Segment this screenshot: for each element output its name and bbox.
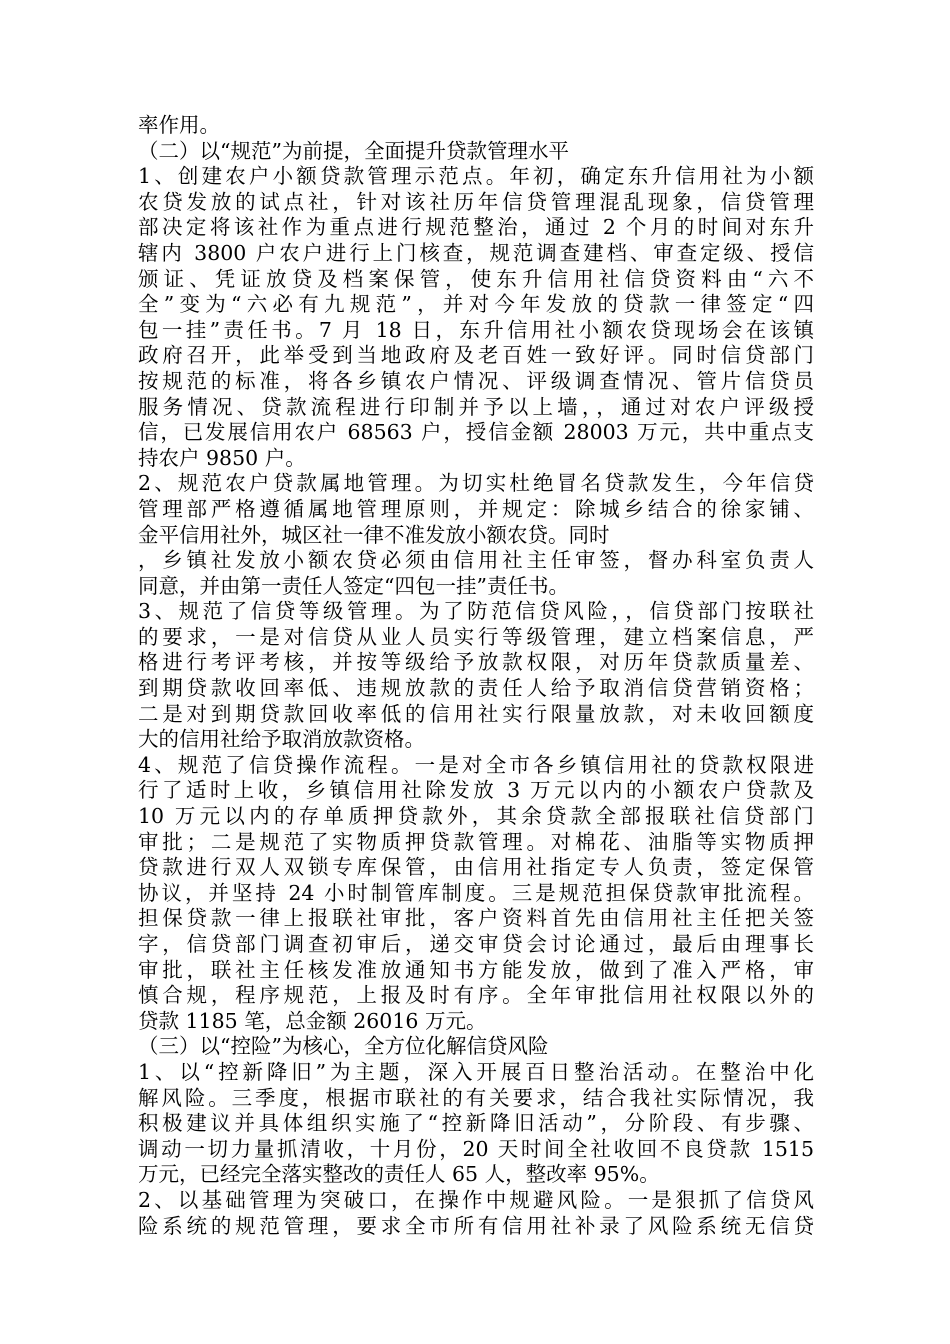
text-line: 的要求，一是对信贷从业人员实行等级管理，建立档案信息，严 (138, 624, 814, 649)
text-line: 1、创建农户小额贷款管理示范点。年初，确定东升信用社为小额 (138, 164, 814, 189)
text-line: 万元，已经完全落实整改的责任人 65 人，整改率 95%。 (138, 1162, 660, 1187)
text-line: 颁证、凭证放贷及档案保管，使东升信用社信贷资料由“六不 (138, 266, 814, 291)
text-line: 部决定将该社作为重点进行规范整治，通过 2 个月的时间对东升 (138, 215, 814, 240)
text-line: 贷款进行双人双锁专库保管，由信用社指定专人负责，签定保管 (138, 855, 814, 880)
text-line: 审批；二是规范了实物质押贷款管理。对棉花、油脂等实物质押 (138, 829, 814, 854)
text-line: 贷款 1185 笔，总金额 26016 万元。 (138, 1008, 487, 1033)
text-line: 二是对到期贷款回收率低的信用社实行限量放款，对未收回额度 (138, 701, 814, 726)
section-heading: （三）以“控险”为核心，全方位化解信贷风险 (138, 1034, 549, 1059)
text-line: 积极建议并具体组织实施了“控新降旧活动”，分阶段、有步骤、 (138, 1111, 814, 1136)
text-line: 4、规范了信贷操作流程。一是对全市各乡镇信用社的贷款权限进 (138, 752, 814, 777)
section-heading: （二）以“规范”为前提，全面提升贷款管理水平 (138, 138, 569, 163)
text-line: 金平信用社外，城区社一律不准发放小额农贷。同时 (138, 522, 610, 547)
text-line: 险系统的规范管理，要求全市所有信用社补录了风险系统无信贷 (138, 1213, 814, 1238)
text-line: 2、以基础管理为突破口，在操作中规避风险。一是狠抓了信贷风 (138, 1187, 814, 1212)
text-line: 协议，并坚持 24 小时制管库制度。三是规范担保贷款审批流程。 (138, 880, 814, 905)
text-line: 担保贷款一律上报联社审批，客户资料首先由信用社主任把关签 (138, 906, 814, 931)
text-line: 行了适时上收，乡镇信用社除发放 3 万元以内的小额农户贷款及 (138, 778, 814, 803)
text-line: 到期贷款收回率低、违规放款的责任人给予取消信贷营销资格； (138, 676, 814, 701)
text-line: 3、规范了信贷等级管理。为了防范信贷风险，，信贷部门按联社 (138, 599, 814, 624)
document-page (138, 113, 814, 1239)
text-line: ，乡镇社发放小额农贷必须由信用社主任审签，督办科室负责人 (138, 548, 814, 573)
text-line: 2、规范农户贷款属地管理。为切实杜绝冒名贷款发生，今年信贷 (138, 471, 814, 496)
text-line: 率作用。 (138, 113, 220, 137)
text-line: 解风险。三季度，根据市联社的有关要求，结合我社实际情况，我 (138, 1085, 814, 1110)
text-line: 持农户 9850 户。 (138, 445, 306, 470)
text-line: 审批，联社主任核发准放通知书方能发放，做到了准入严格，审 (138, 957, 814, 982)
text-line: 字，信贷部门调查初审后，递交审贷会讨论通过，最后由理事长 (138, 932, 814, 956)
text-line: 大的信用社给予取消放款资格。 (138, 727, 425, 752)
text-line: 政府召开，此举受到当地政府及老百姓一致好评。同时信贷部门 (138, 343, 814, 368)
text-line: 信，已发展信用农户 68563 户，授信金额 28003 万元，共中重点支 (138, 420, 814, 445)
text-line: 辖内 3800 户农户进行上门核查，规范调查建档、审查定级、授信 (138, 240, 814, 265)
text-line: 10 万元以内的存单质押贷款外，其余贷款全部报联社信贷部门 (138, 804, 814, 829)
text-line: 农贷发放的试点社，针对该社历年信贷管理混乱现象，信贷管理 (138, 189, 814, 214)
text-line: 管理部严格遵循属地管理原则，并规定：除城乡结合的徐家铺、 (138, 496, 814, 521)
text-line: 包一挂”责任书。7 月 18 日，东升信用社小额农贷现场会在该镇 (138, 317, 814, 342)
text-line: 慎合规，程序规范，上报及时有序。全年审批信用社权限以外的 (138, 983, 814, 1008)
text-line: 全”变为“六必有九规范”，并对今年发放的贷款一律签定“四 (138, 292, 814, 317)
text-line: 1、以“控新降旧”为主题，深入开展百日整治活动。在整治中化 (138, 1059, 814, 1084)
text-line: 调动一切力量抓清收，十月份，20 天时间全社收回不良贷款 1515 (138, 1136, 814, 1161)
text-line: 同意，并由第一责任人签定“四包一挂”责任书。 (138, 573, 569, 598)
text-line: 格进行考评考核，并按等级给予放款权限，对历年贷款质量差、 (138, 650, 814, 675)
text-line: 按规范的标准，将各乡镇农户情况、评级调查情况、管片信贷员 (138, 368, 814, 393)
text-line: 服务情况、贷款流程进行印制并予以上墙，，通过对农户评级授 (138, 394, 814, 419)
